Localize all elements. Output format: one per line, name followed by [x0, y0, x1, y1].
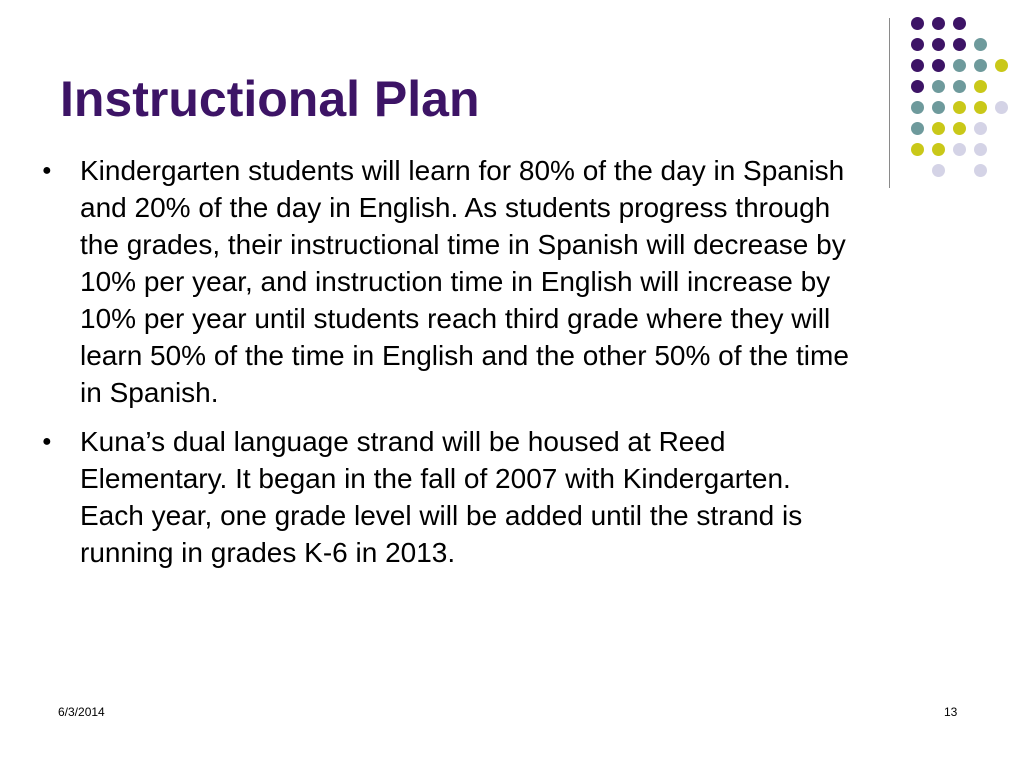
decorative-dot	[953, 17, 966, 30]
decorative-dot	[974, 122, 987, 135]
bullet-text: Kindergarten students will learn for 80% of the day in Spanish and 20% of the day in English. As students progress through the grades, their instructional time in Spanish will decrease by 10% per year, and instruction time in English will increase by 10% per year until students reach third grade where they will learn 50% of the time in English and the other 50% of the time in Spanish.	[80, 155, 849, 408]
bullet-text: Kuna’s dual language strand will be housed at Reed Elementary. It began in the fall of 2007 with Kindergarten. Each year, one grade level will be added until the strand is running in grades K-6 in 2013.	[80, 426, 803, 568]
footer-date: 6/3/2014	[58, 705, 105, 719]
decorative-dot	[932, 38, 945, 51]
decorative-dot	[953, 38, 966, 51]
decorative-dot	[953, 101, 966, 114]
bullet-item	[40, 152, 860, 411]
decorative-dot	[953, 122, 966, 135]
decorative-dot	[995, 59, 1008, 72]
decorative-dot	[932, 101, 945, 114]
decorative-dot	[911, 80, 924, 93]
decorative-dot	[932, 80, 945, 93]
decorative-dot	[995, 101, 1008, 114]
decorative-dot	[953, 59, 966, 72]
decorative-dot	[974, 101, 987, 114]
decorative-dot	[932, 59, 945, 72]
decorative-dot	[974, 59, 987, 72]
decorative-dot	[932, 164, 945, 177]
slide-number: 13	[944, 705, 958, 719]
decorative-dot	[911, 122, 924, 135]
bullet-icon: ●	[42, 433, 52, 450]
decorative-dot	[953, 80, 966, 93]
decorative-dot	[911, 17, 924, 30]
decorative-dot	[932, 122, 945, 135]
decorative-dot	[974, 143, 987, 156]
decorative-dot	[911, 101, 924, 114]
decorative-dot	[974, 164, 987, 177]
decorative-dot	[911, 59, 924, 72]
slide-title: Instructional Plan	[60, 71, 480, 127]
slide-body	[40, 152, 860, 583]
bullet-item	[40, 423, 860, 571]
decorative-dot	[953, 143, 966, 156]
bullet-icon: ●	[42, 162, 52, 179]
decorative-dot	[932, 17, 945, 30]
decorative-dot	[911, 143, 924, 156]
decorative-dot	[932, 143, 945, 156]
decorative-dot	[974, 80, 987, 93]
divider-line	[889, 18, 890, 188]
decorative-dot	[974, 38, 987, 51]
decorative-dot	[911, 38, 924, 51]
